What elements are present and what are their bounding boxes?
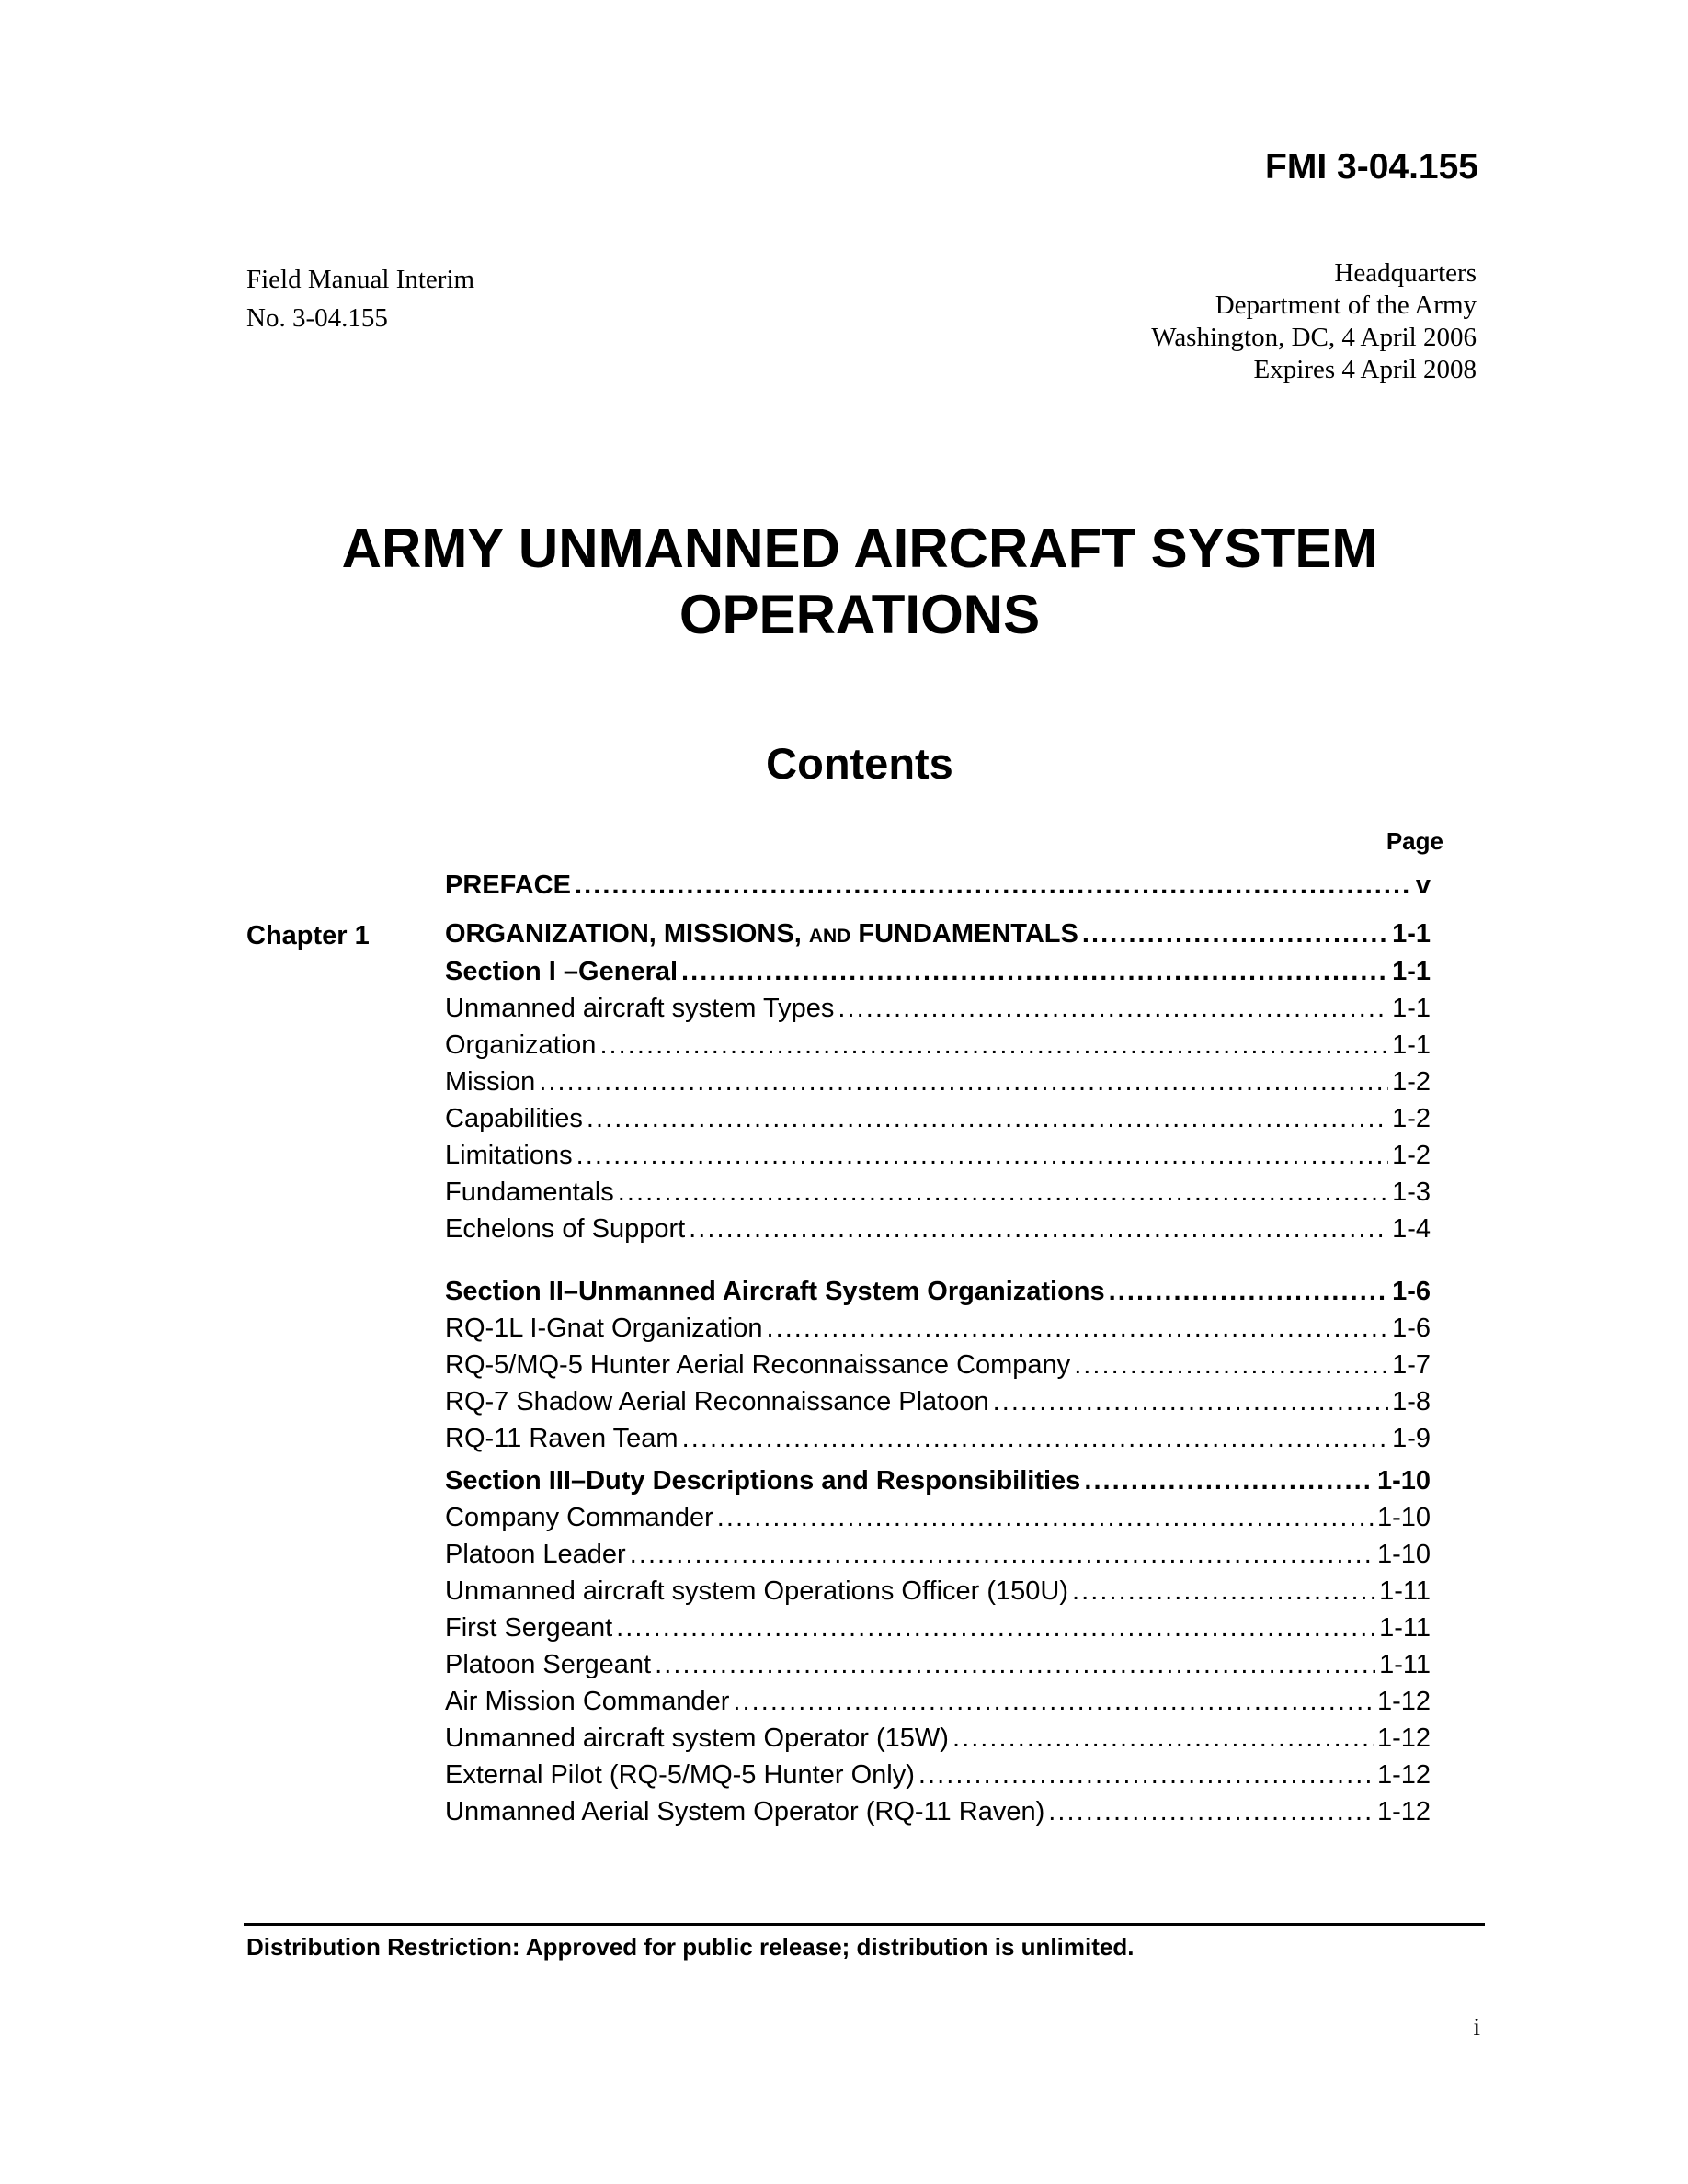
toc-entry-label: Capabilities	[445, 1104, 583, 1133]
chapter-title-part-1: ORGANIZATION, MISSIONS,	[445, 919, 809, 949]
toc-entry-page: v	[1415, 870, 1431, 900]
toc-entry-label: Unmanned aircraft system Types	[445, 994, 835, 1023]
dot-leader	[1109, 1274, 1388, 1309]
toc-entry[interactable]	[445, 1384, 1431, 1419]
dot-leader	[717, 1500, 1374, 1535]
page-column-label: Page	[1386, 827, 1443, 855]
toc-entry-page: 1-1	[1392, 957, 1431, 986]
department-line: Department of the Army	[1215, 290, 1477, 320]
toc-entry-label: Company Commander	[445, 1503, 713, 1532]
toc-entry[interactable]	[445, 1028, 1431, 1063]
dot-leader	[618, 1175, 1388, 1210]
headquarters-line: Headquarters	[1334, 258, 1477, 288]
toc-entry-page: 1-12	[1376, 1723, 1431, 1753]
toc-entry-label: Section I –General	[445, 957, 679, 986]
toc-entry[interactable]	[445, 1348, 1431, 1382]
toc-entry-label: Organization	[445, 1030, 597, 1060]
page-number: i	[1473, 2013, 1480, 2041]
location-date-line: Washington, DC, 4 April 2006	[1151, 323, 1477, 352]
toc-entry[interactable]	[445, 1794, 1431, 1829]
toc-entry-label: Platoon Leader	[445, 1540, 626, 1569]
dot-leader	[616, 1610, 1375, 1645]
dot-leader	[587, 1101, 1388, 1136]
toc-section-heading[interactable]	[445, 1274, 1431, 1309]
toc-entry-page: 1-4	[1392, 1214, 1431, 1244]
toc-entry-page: 1-2	[1392, 1104, 1431, 1133]
toc-entry-label: Section III–Duty Descriptions and Responsibilities	[445, 1466, 1081, 1496]
toc-entry-label: Unmanned aircraft system Operations Officer (150U)	[445, 1576, 1069, 1606]
dot-leader	[681, 954, 1388, 989]
toc-entry-label: Unmanned aircraft system Operator (15W)	[445, 1723, 949, 1753]
toc-entry-page: 1-12	[1376, 1687, 1431, 1716]
toc-section-heading[interactable]	[445, 954, 1431, 989]
toc-entry[interactable]	[445, 1500, 1431, 1535]
dot-leader	[576, 1138, 1388, 1173]
dot-leader	[1048, 1794, 1374, 1829]
toc-entry-label: External Pilot (RQ-5/MQ-5 Hunter Only)	[445, 1760, 915, 1790]
dot-leader	[539, 1064, 1388, 1099]
dot-leader	[655, 1647, 1375, 1682]
toc-entry-label	[445, 916, 1078, 951]
document-number: FMI 3-04.155	[1265, 147, 1478, 187]
toc-entry-label: Unmanned Aerial System Operator (RQ-11 Raven)	[445, 1797, 1045, 1826]
toc-entry[interactable]	[445, 1574, 1431, 1609]
toc-entry-label: Section II–Unmanned Aircraft System Organizations	[445, 1277, 1105, 1306]
toc-entry-page: 1-2	[1392, 1141, 1431, 1170]
toc-entry-label: Air Mission Commander	[445, 1687, 730, 1716]
chapter-title-small-caps: AND	[808, 926, 851, 947]
toc-section-heading[interactable]	[445, 1463, 1431, 1498]
toc-entry[interactable]	[445, 1684, 1431, 1719]
toc-entry[interactable]	[445, 1647, 1431, 1682]
manual-number: No. 3-04.155	[246, 303, 388, 333]
toc-entry[interactable]	[445, 1175, 1431, 1210]
dot-leader	[682, 1421, 1388, 1456]
toc-entry-page: 1-9	[1392, 1424, 1431, 1453]
toc-entry[interactable]	[445, 1537, 1431, 1572]
dot-leader	[993, 1384, 1388, 1419]
toc-entry-page: 1-3	[1392, 1177, 1431, 1207]
dot-leader	[918, 1757, 1374, 1792]
toc-entry-label: Mission	[445, 1067, 536, 1097]
toc-entry-chapter-1[interactable]	[445, 916, 1431, 951]
toc-entry-label: RQ-1L I-Gnat Organization	[445, 1314, 763, 1343]
title-line-2: OPERATIONS	[679, 584, 1041, 645]
toc-entry-preface[interactable]	[445, 868, 1431, 903]
toc-entry-label: RQ-5/MQ-5 Hunter Aerial Reconnaissance Company	[445, 1350, 1071, 1380]
toc-entry[interactable]	[445, 1610, 1431, 1645]
toc-entry-page: 1-11	[1379, 1576, 1431, 1606]
toc-entry[interactable]	[445, 1421, 1431, 1456]
toc-entry-label: PREFACE	[445, 870, 571, 900]
toc-entry-page: 1-10	[1376, 1503, 1431, 1532]
toc-entry-label: Echelons of Support	[445, 1214, 686, 1244]
dot-leader	[766, 1311, 1388, 1346]
manual-type: Field Manual Interim	[246, 265, 475, 294]
toc-entry-page: 1-6	[1392, 1277, 1431, 1306]
dot-leader	[1082, 916, 1388, 951]
toc-entry-page: 1-7	[1392, 1350, 1431, 1380]
toc-entry[interactable]	[445, 1757, 1431, 1792]
toc-entry-label: Limitations	[445, 1141, 573, 1170]
chapter-label: Chapter 1	[246, 921, 370, 950]
toc-entry-label: RQ-11 Raven Team	[445, 1424, 679, 1453]
toc-entry[interactable]	[445, 1721, 1431, 1756]
chapter-title-part-2: FUNDAMENTALS	[850, 919, 1078, 949]
toc-entry-label: Platoon Sergeant	[445, 1650, 652, 1679]
toc-entry-page: 1-8	[1392, 1387, 1431, 1416]
dot-leader	[575, 868, 1412, 903]
toc-entry-page: 1-1	[1392, 1030, 1431, 1060]
toc-entry-page: 1-11	[1379, 1650, 1431, 1679]
dot-leader	[1072, 1574, 1375, 1609]
dot-leader	[733, 1684, 1374, 1719]
toc-entry-page: 1-12	[1376, 1797, 1431, 1826]
toc-entry[interactable]	[445, 1064, 1431, 1099]
toc-entry-page: 1-11	[1379, 1613, 1431, 1643]
distribution-restriction: Distribution Restriction: Approved for public release; distribution is unlimited.	[246, 1933, 1135, 1961]
dot-leader	[630, 1537, 1374, 1572]
toc-entry[interactable]	[445, 1101, 1431, 1136]
dot-leader	[1084, 1463, 1374, 1498]
toc-entry-page: 1-10	[1376, 1466, 1431, 1496]
dot-leader	[838, 991, 1388, 1026]
toc-entry-label: First Sergeant	[445, 1613, 613, 1643]
contents-heading: Contents	[766, 739, 953, 788]
title-line-1: ARMY UNMANNED AIRCRAFT SYSTEM	[341, 518, 1378, 579]
toc-entry-page: 1-6	[1392, 1314, 1431, 1343]
dot-leader	[1074, 1348, 1388, 1382]
expiry-line: Expires 4 April 2008	[1253, 355, 1477, 384]
dot-leader	[952, 1721, 1374, 1756]
toc-entry-label: Fundamentals	[445, 1177, 614, 1207]
toc-entry[interactable]	[445, 991, 1431, 1026]
toc-entry-page: 1-1	[1392, 994, 1431, 1023]
toc-entry[interactable]	[445, 1211, 1431, 1246]
toc-entry[interactable]	[445, 1311, 1431, 1346]
dot-leader	[689, 1211, 1388, 1246]
toc-entry-page: 1-12	[1376, 1760, 1431, 1790]
dot-leader	[599, 1028, 1388, 1063]
toc-entry-label: RQ-7 Shadow Aerial Reconnaissance Platoon	[445, 1387, 989, 1416]
footer-divider	[244, 1923, 1485, 1926]
toc-entry-page: 1-1	[1392, 919, 1431, 949]
toc-entry-page: 1-2	[1392, 1067, 1431, 1097]
toc-entry[interactable]	[445, 1138, 1431, 1173]
toc-entry-page: 1-10	[1376, 1540, 1431, 1569]
